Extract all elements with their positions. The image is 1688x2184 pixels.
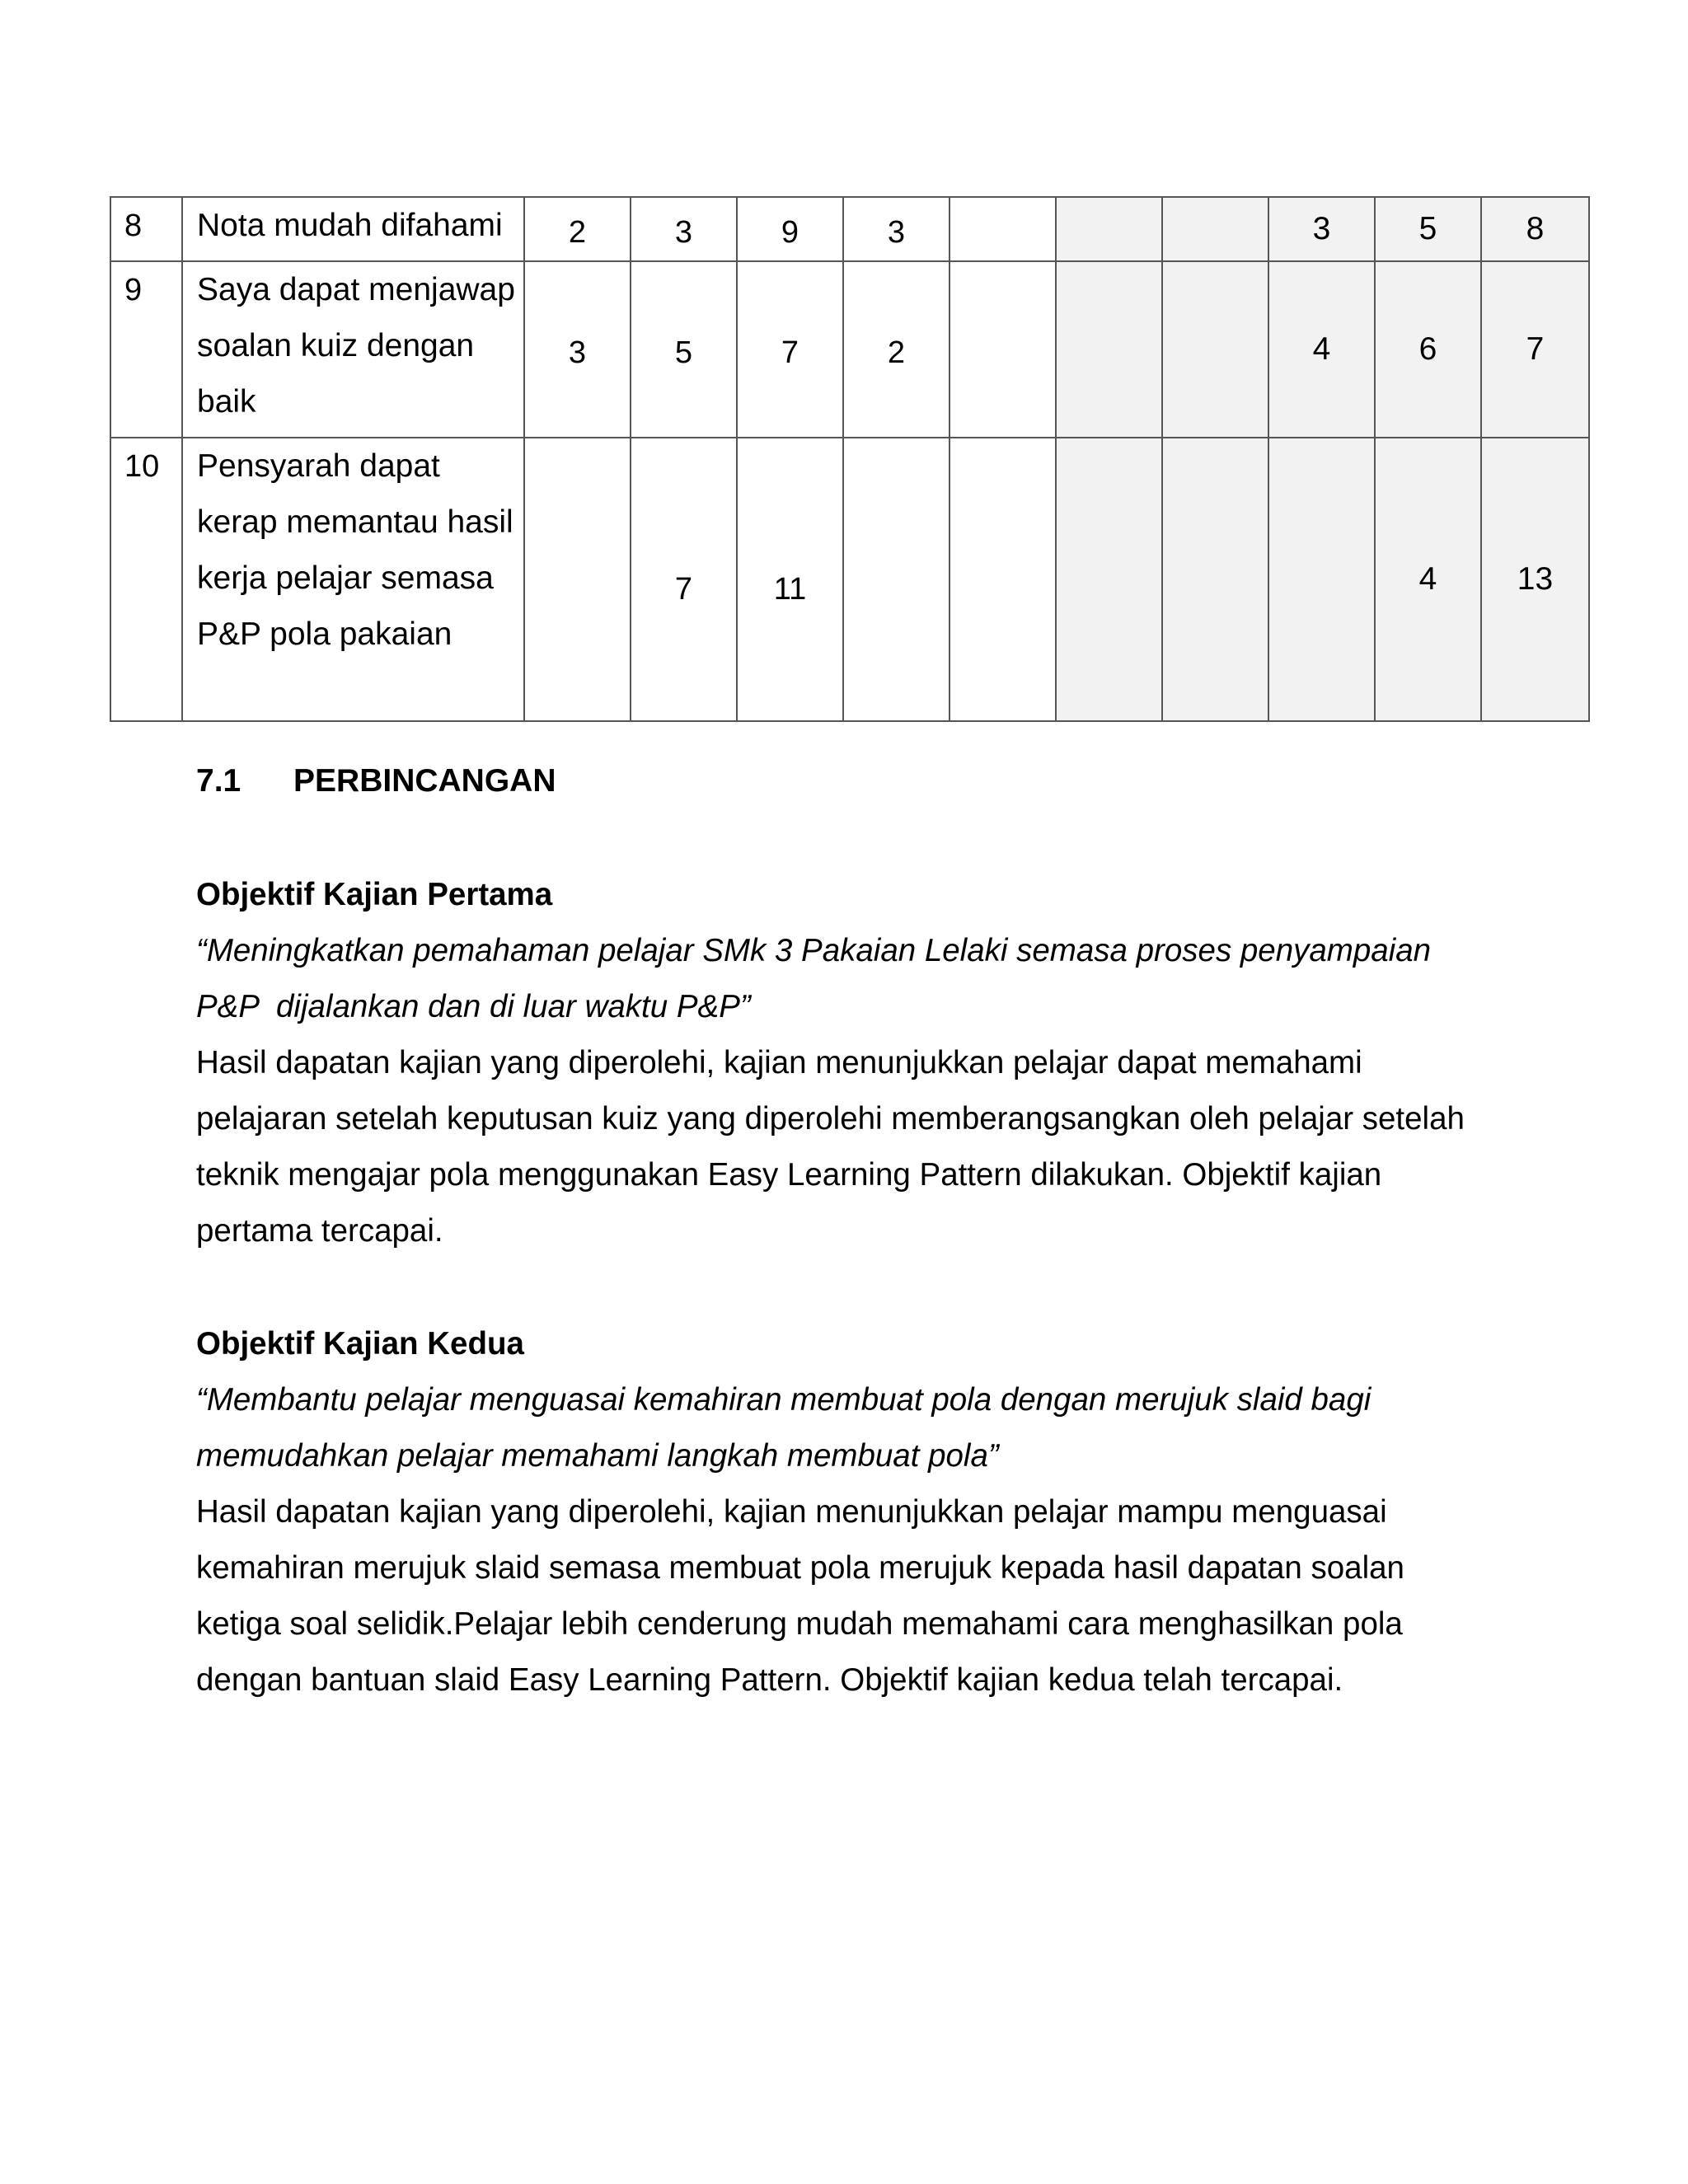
table-cell: 5 <box>631 261 737 438</box>
table-cell: 4 <box>1268 261 1375 438</box>
table-cell: 13 <box>1481 438 1589 721</box>
table-cell <box>737 438 843 721</box>
table-cell: 6 <box>1375 261 1481 438</box>
table-cell <box>1056 438 1162 721</box>
table-cell <box>1162 261 1268 438</box>
table-cell <box>631 438 737 721</box>
objective-title: Objektif Kajian Pertama <box>196 877 553 912</box>
table-cell: 5 <box>1375 197 1481 261</box>
table-cell <box>843 438 950 721</box>
row-statement: Nota mudah difahami <box>182 197 524 261</box>
objective-title: Objektif Kajian Kedua <box>196 1326 524 1361</box>
objective-body: Hasil dapatan kajian yang diperolehi, kajian menunjukkan pelajar dapat memahami pelajaran setelah keputusan kuiz yang diperolehi memberangsangkan oleh pelajar setelah teknik mengajar pola menggunakan Easy Learning Pattern dilakukan. Objektif kajian pertama tercapai. <box>196 1045 1465 1249</box>
table-cell: 9 <box>737 197 843 261</box>
table-cell: 3 <box>843 197 950 261</box>
table-cell: 3 <box>1268 197 1375 261</box>
cell-value: 11 <box>773 572 807 607</box>
survey-results-table <box>110 196 1590 722</box>
section-heading <box>196 757 556 806</box>
row-statement: Pensyarah dapat kerap memantau hasil kerja pelajar semasa P&P pola pakaian <box>182 438 524 721</box>
table-row <box>110 261 1589 438</box>
table-cell: 7 <box>1481 261 1589 438</box>
table-cell <box>1268 438 1375 721</box>
table-cell: 3 <box>631 197 737 261</box>
table-cell <box>1162 438 1268 721</box>
table-cell: 8 <box>1481 197 1589 261</box>
table-cell: 2 <box>843 261 950 438</box>
objective-quote: “Meningkatkan pemahaman pelajar SMk 3 Pakaian Lelaki semasa proses penyampaian P&P dijalankan dan di luar waktu P&P” <box>196 933 1440 1024</box>
table-cell <box>950 197 1056 261</box>
table-cell: 2 <box>524 197 631 261</box>
table-cell: 4 <box>1375 438 1481 721</box>
table-cell: 7 <box>737 261 843 438</box>
objective-block <box>196 867 1482 1259</box>
table-cell <box>524 438 631 721</box>
table-row <box>110 438 1589 721</box>
row-number: 10 <box>110 438 182 721</box>
objective-quote: “Membantu pelajar menguasai kemahiran membuat pola dengan merujuk slaid bagi memudahkan pelajar memahami langkah membuat pola” <box>196 1382 1381 1474</box>
table-cell <box>1162 197 1268 261</box>
table-cell <box>950 261 1056 438</box>
table-cell <box>1056 261 1162 438</box>
row-number: 8 <box>110 197 182 261</box>
objective-body: Hasil dapatan kajian yang diperolehi, kajian menunjukkan pelajar mampu menguasai kemahiran merujuk slaid semasa membuat pola merujuk kepada hasil dapatan soalan ketiga soal selidik.Pelajar lebih cenderung mudah memahami cara menghasilkan pola dengan bantuan slaid Easy Learning Pattern. Objektif kajian kedua telah tercapai. <box>196 1494 1404 1698</box>
row-statement: Saya dapat menjawap soalan kuiz dengan baik <box>182 261 524 438</box>
table-cell <box>1056 197 1162 261</box>
section-title: PERBINCANGAN <box>293 763 556 799</box>
objective-block <box>196 1316 1482 1708</box>
row-number: 9 <box>110 261 182 438</box>
section-number: 7.1 <box>196 763 241 799</box>
table-cell: 3 <box>524 261 631 438</box>
table-cell <box>950 438 1056 721</box>
table-row <box>110 197 1589 261</box>
cell-value: 7 <box>674 572 693 607</box>
